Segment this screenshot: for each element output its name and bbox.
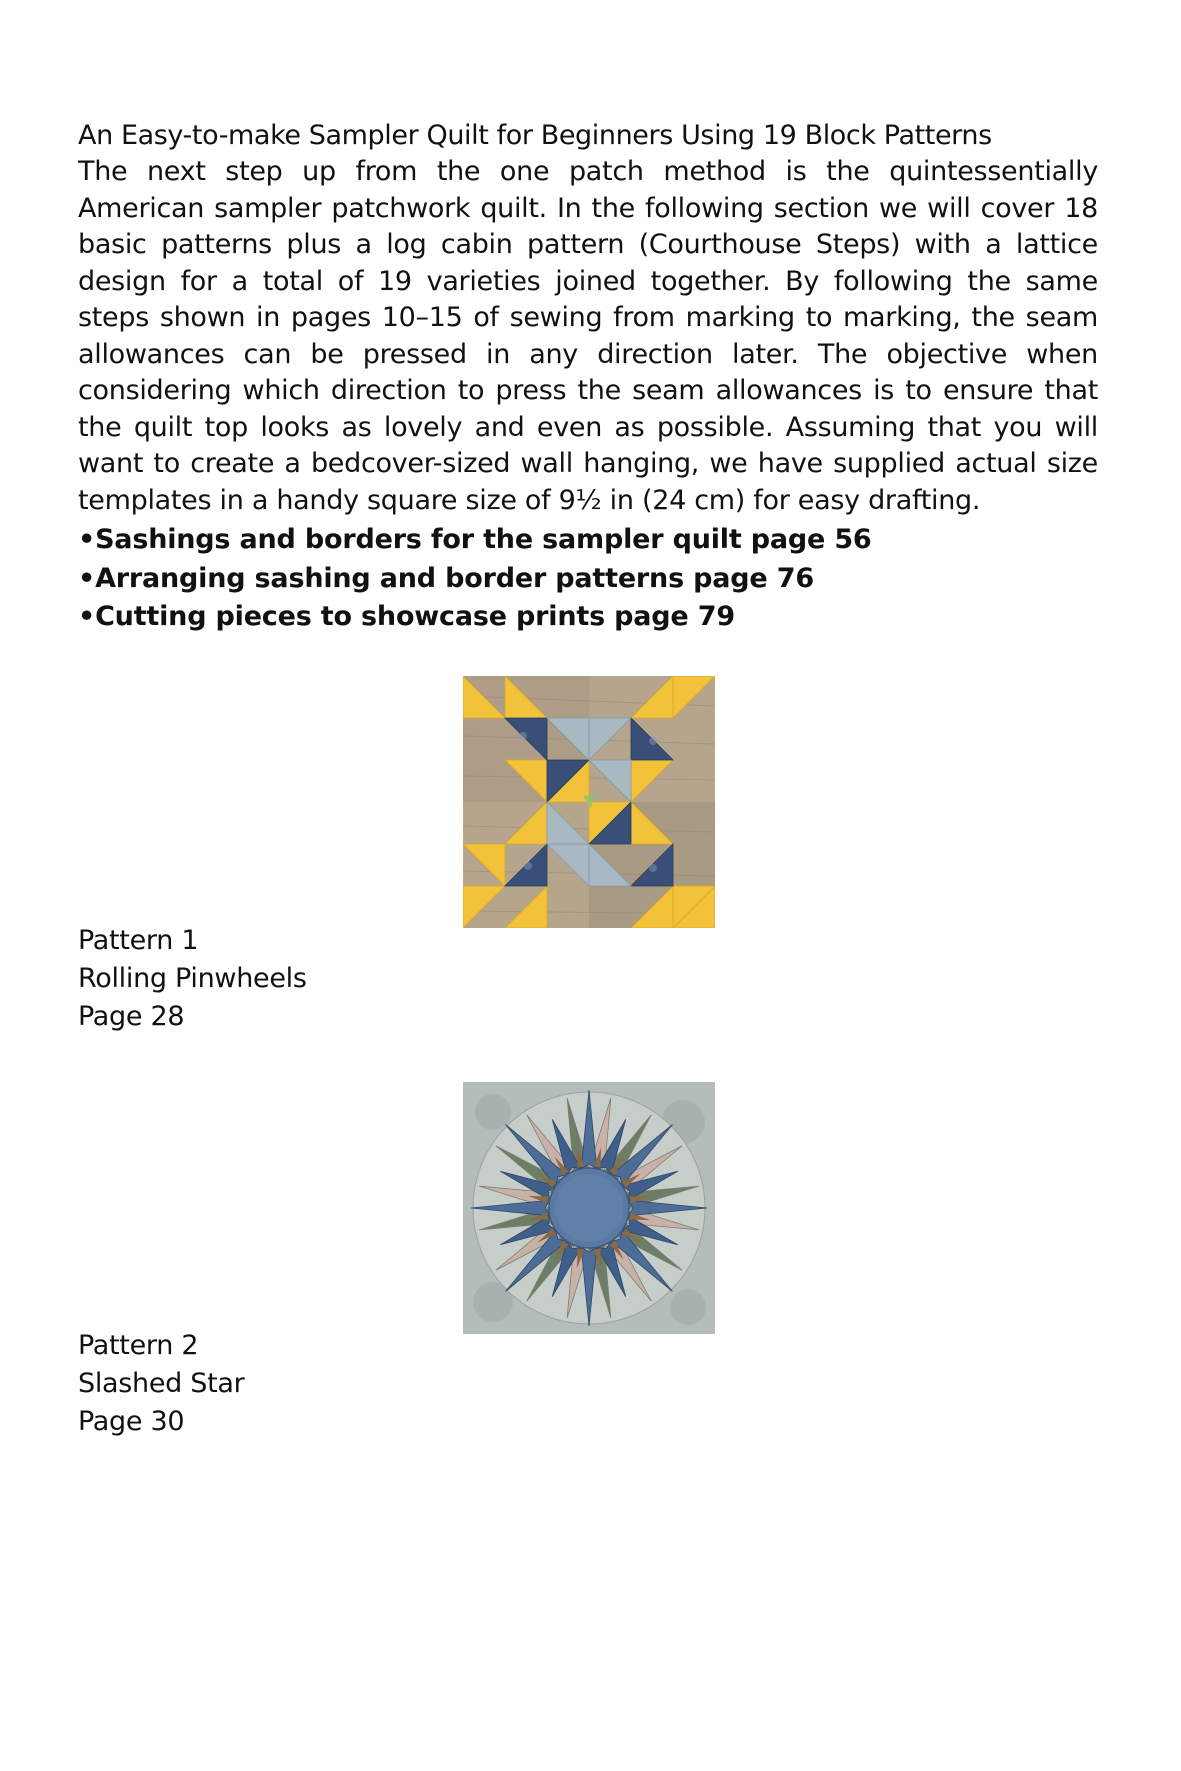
reference-list [78,521,1098,637]
pattern-number: Pattern 2 [78,1330,199,1361]
reference-text: Cutting pieces to showcase prints page 79 [95,601,735,632]
pattern-2-image [463,1082,715,1334]
pattern-1-image [463,676,715,928]
pattern-name: Slashed Star [78,1368,245,1399]
document-body [78,118,1098,637]
bullet: • [78,562,96,594]
pattern-name: Rolling Pinwheels [78,963,307,994]
slashed-star-block [463,1082,715,1334]
pattern-1-caption [78,922,307,1036]
bullet: • [78,524,96,555]
section-heading: An Easy-to-make Sampler Quilt for Beginners Using 19 Block Patterns [78,120,992,151]
intro-paragraph: The next step up from the one patch method is the quintessentially American sampler patchwork quilt. In the following section we will cover 18 basic patterns plus a log cabin pattern (Courthouse Steps) with a lattice design for a total of 19 varieties joined together. By following the same steps shown in pages 10–15 of sewing from marking to marking, the seam allowances can be pressed in any direction later. The objective when considering which direction to press the seam allowances is to ensure that the quilt top looks as lovely and even as possible. Assuming that you will want to create a bedcover-sized wall hanging, we have supplied actual size templates in a handy square size of 9½ in (24 cm) for easy drafting. [78,156,1098,516]
rolling-pinwheels-block [463,676,715,928]
reference-item [78,560,1098,599]
pattern-2-caption [78,1327,244,1441]
pattern-page: Page 28 [78,1001,185,1032]
pattern-number: Pattern 1 [78,925,199,956]
reference-item [78,521,1098,560]
bullet: • [78,601,96,632]
pattern-page: Page 30 [78,1406,185,1437]
reference-text: Sashings and borders for the sampler quilt page 56 [95,524,872,555]
reference-text: Arranging sashing and border patterns page 76 [95,562,814,594]
reference-item [78,598,1098,637]
